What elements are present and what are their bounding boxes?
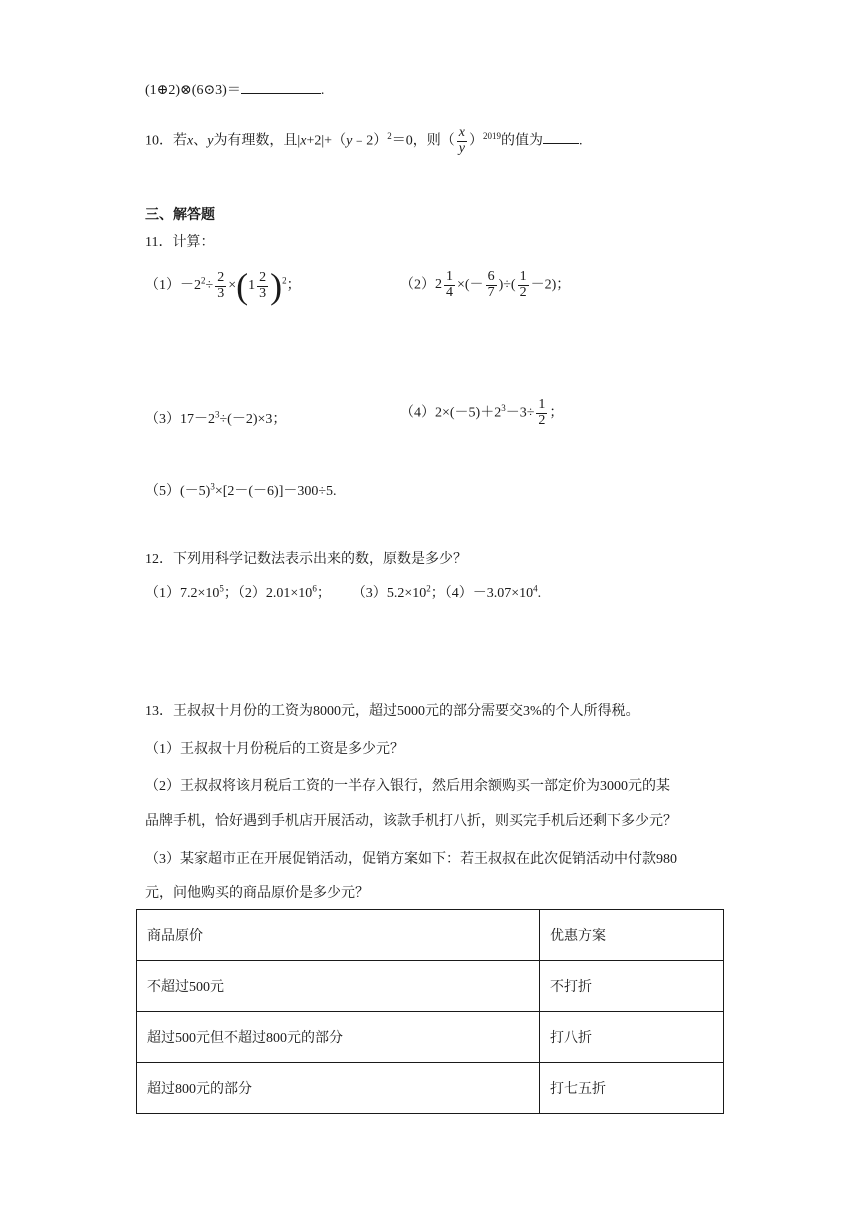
q13-sub1: （1）王叔叔十月份税后的工资是多少元？ [145, 742, 404, 757]
q11-p1-mixed-number: 1 $\frac{2}{3}$ [248, 269, 267, 301]
section-title: 三、解答题 [145, 206, 215, 222]
q12-item: $(3)5.2\times 10^2$； [358, 583, 445, 601]
q12-item: $(2)2.01\times 10^6$； [237, 583, 331, 601]
table-header-row [137, 910, 724, 961]
table-cell: 超过800元的部分 [137, 1063, 540, 1114]
q9-answer-blank [241, 81, 321, 94]
q10-answer-blank [543, 131, 579, 144]
q9-expression: (1⊕2)⊗(6⊙3)＝ [145, 83, 241, 98]
q11-heading: 11．计算： [145, 235, 215, 250]
table-header-cell: 优惠方案 [540, 910, 724, 961]
q10-fraction: $\frac{x}{y}$ [458, 125, 465, 156]
pricing-table [136, 909, 724, 1114]
q13-heading: 13．王叔叔十月份的工资为8000元，超过5000元的部分需要交3%的个人所得税。 [145, 704, 640, 719]
table-cell: 打八折 [540, 1012, 724, 1063]
q11-part1: $(1)-2^2\div$ $\frac{2}{3}$ ×( 1 $\frac{2}{3}$ )$^2$； [145, 266, 301, 306]
q13-sub3-line2: 元，问他购买的商品原价是多少元？ [145, 886, 369, 901]
q10-line: 10．若x、y为有理数，且|x+2|+（y﹣2）$^2$＝0，则（ $\frac{x}{y}$ ）$^{2019}$的值为 . [145, 125, 583, 156]
q12-heading: 12．下列用科学记数法表示出来的数，原数是多少？ [145, 552, 467, 567]
q11-part2: （2） 2 $\frac{1}{4}$ ×(－ $\frac{6}{7}$ )÷( $\frac{1}{2}$ －2)； [400, 269, 571, 300]
q11-p2-mixed-number: 2 $\frac{1}{4}$ [435, 269, 453, 300]
table-cell: 不打折 [540, 961, 724, 1012]
table-row [137, 1063, 724, 1114]
q11-p1-fraction: $\frac{2}{3}$ [217, 269, 225, 301]
q13-sub3-line1: （3）某家超市正在开展促销活动，促销方案如下：若王叔叔在此次促销活动中付款980 [145, 852, 677, 867]
q11-part4: $(4)2\times(-5)+2^3-3\div$ $\frac{1}{2}$ ； [400, 397, 564, 428]
q12-item: $(4)-3.07\times 10^4$. [444, 583, 542, 601]
table-cell: 不超过500元 [137, 961, 540, 1012]
table-row [137, 1012, 724, 1063]
table-cell: 超过500元但不超过800元的部分 [137, 1012, 540, 1063]
table-row [137, 961, 724, 1012]
q11-part3: $(3)17-2^3\div(-2)\times 3$； [145, 409, 287, 427]
q13-sub2-line2: 品牌手机，恰好遇到手机店开展活动，该款手机打八折，则买完手机后还剩下多少元？ [145, 814, 677, 829]
table-header-cell: 商品原价 [137, 910, 540, 961]
q12-item: $(1)7.2\times 10^5$； [145, 583, 238, 601]
q11-part5: $(5)(-5)^3\times[2-(-6)]-300\div 5$. [145, 481, 337, 499]
q12-items [145, 582, 541, 602]
q13-sub2-line1: （2）王叔叔将该月税后工资的一半存入银行，然后用余额购买一部定价为3000元的某 [145, 779, 670, 794]
q9-line: (1⊕2)⊗(6⊙3)＝ . [145, 83, 325, 98]
table-cell: 打七五折 [540, 1063, 724, 1114]
